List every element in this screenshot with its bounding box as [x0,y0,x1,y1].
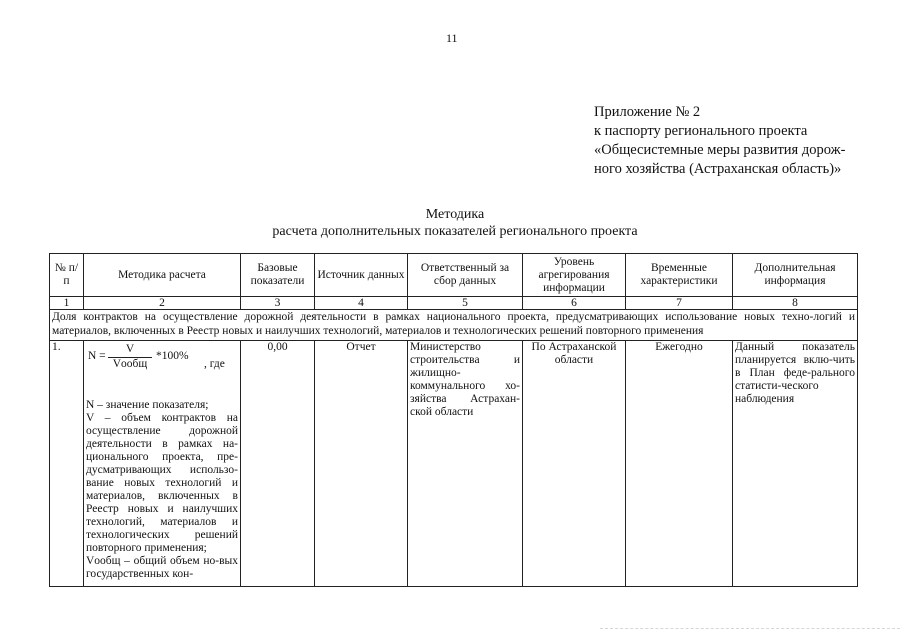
formula-multiplier: *100% [156,350,189,362]
formula-where: , где [204,358,225,370]
appendix-line-3: «Общесистемные меры развития дорож- [594,142,846,158]
definition-v: V – объем контрактов на осуществление дорожной деятельности в рамках на-ционального проекта, пре-дусматривающих использо-вание новых технологий и материалов, включенных в Реестр новых и наилучших технологий, материалов и технологических решений повторного применения; [86,412,238,554]
column-number: 4 [315,297,408,310]
document-subtitle: расчета дополнительных показателей регионального проекта [272,224,638,239]
appendix-line-1: Приложение № 2 [594,104,701,120]
header-cell: Уровень агрегирования информации [523,254,626,297]
column-number: 5 [408,297,523,310]
definition-vtotal: Vообщ – общий объем но-вых государственных кон- [86,555,238,580]
document-title: Методика [425,207,485,222]
aggregation-level: По Астраханской области [523,341,626,587]
section-header-row [50,310,858,341]
definition-n: N – значение показателя; [86,399,209,411]
column-number: 6 [523,297,626,310]
header-cell: № п/п [50,254,84,297]
column-number: 7 [626,297,733,310]
additional-info: Данный показатель планируется вклю-чить в План феде-рального статисти-ческого наблюдения [733,341,858,587]
method-cell [84,341,241,587]
table-row [50,341,858,587]
header-cell: Источник данных [315,254,408,297]
timing: Ежегодно [626,341,733,587]
bleed-through-marks [600,628,900,635]
formula [86,343,238,377]
row-number: 1. [50,341,84,587]
appendix-line-2: к паспорту регионального проекта [594,123,808,139]
formula-numerator: V [108,343,152,358]
indicators-table [49,253,858,587]
responsible-party: Министерство строительства и жилищно-коммунального хо-зяйства Астрахан-ской области [408,341,523,587]
header-cell: Временные характеристики [626,254,733,297]
data-source: Отчет [315,341,408,587]
column-number: 2 [84,297,241,310]
column-number: 3 [241,297,315,310]
column-number: 8 [733,297,858,310]
appendix-header [594,103,894,179]
header-cell: Методика расчета [84,254,241,297]
column-number: 1 [50,297,84,310]
table-header-row [50,254,858,297]
header-cell: Базовые показатели [241,254,315,297]
page-number: 11 [446,31,458,45]
formula-lhs: N = [88,350,106,362]
method-description [86,399,238,581]
formula-fraction [108,343,152,371]
section-title: Доля контрактов на осуществление дорожной деятельности в рамках национального проекта, предусматривающих использование новых техно-логий и материалов, включенных в Реестр новых и наилучших технологий, материалов и технологических решений повторного применения [50,310,858,341]
header-cell: Ответственный за сбор данных [408,254,523,297]
base-value: 0,00 [241,341,315,587]
formula-denominator: Vообщ [112,358,148,370]
appendix-line-4: ного хозяйства (Астраханская область)» [594,161,842,177]
column-number-row [50,297,858,310]
header-cell: Дополнительная информация [733,254,858,297]
